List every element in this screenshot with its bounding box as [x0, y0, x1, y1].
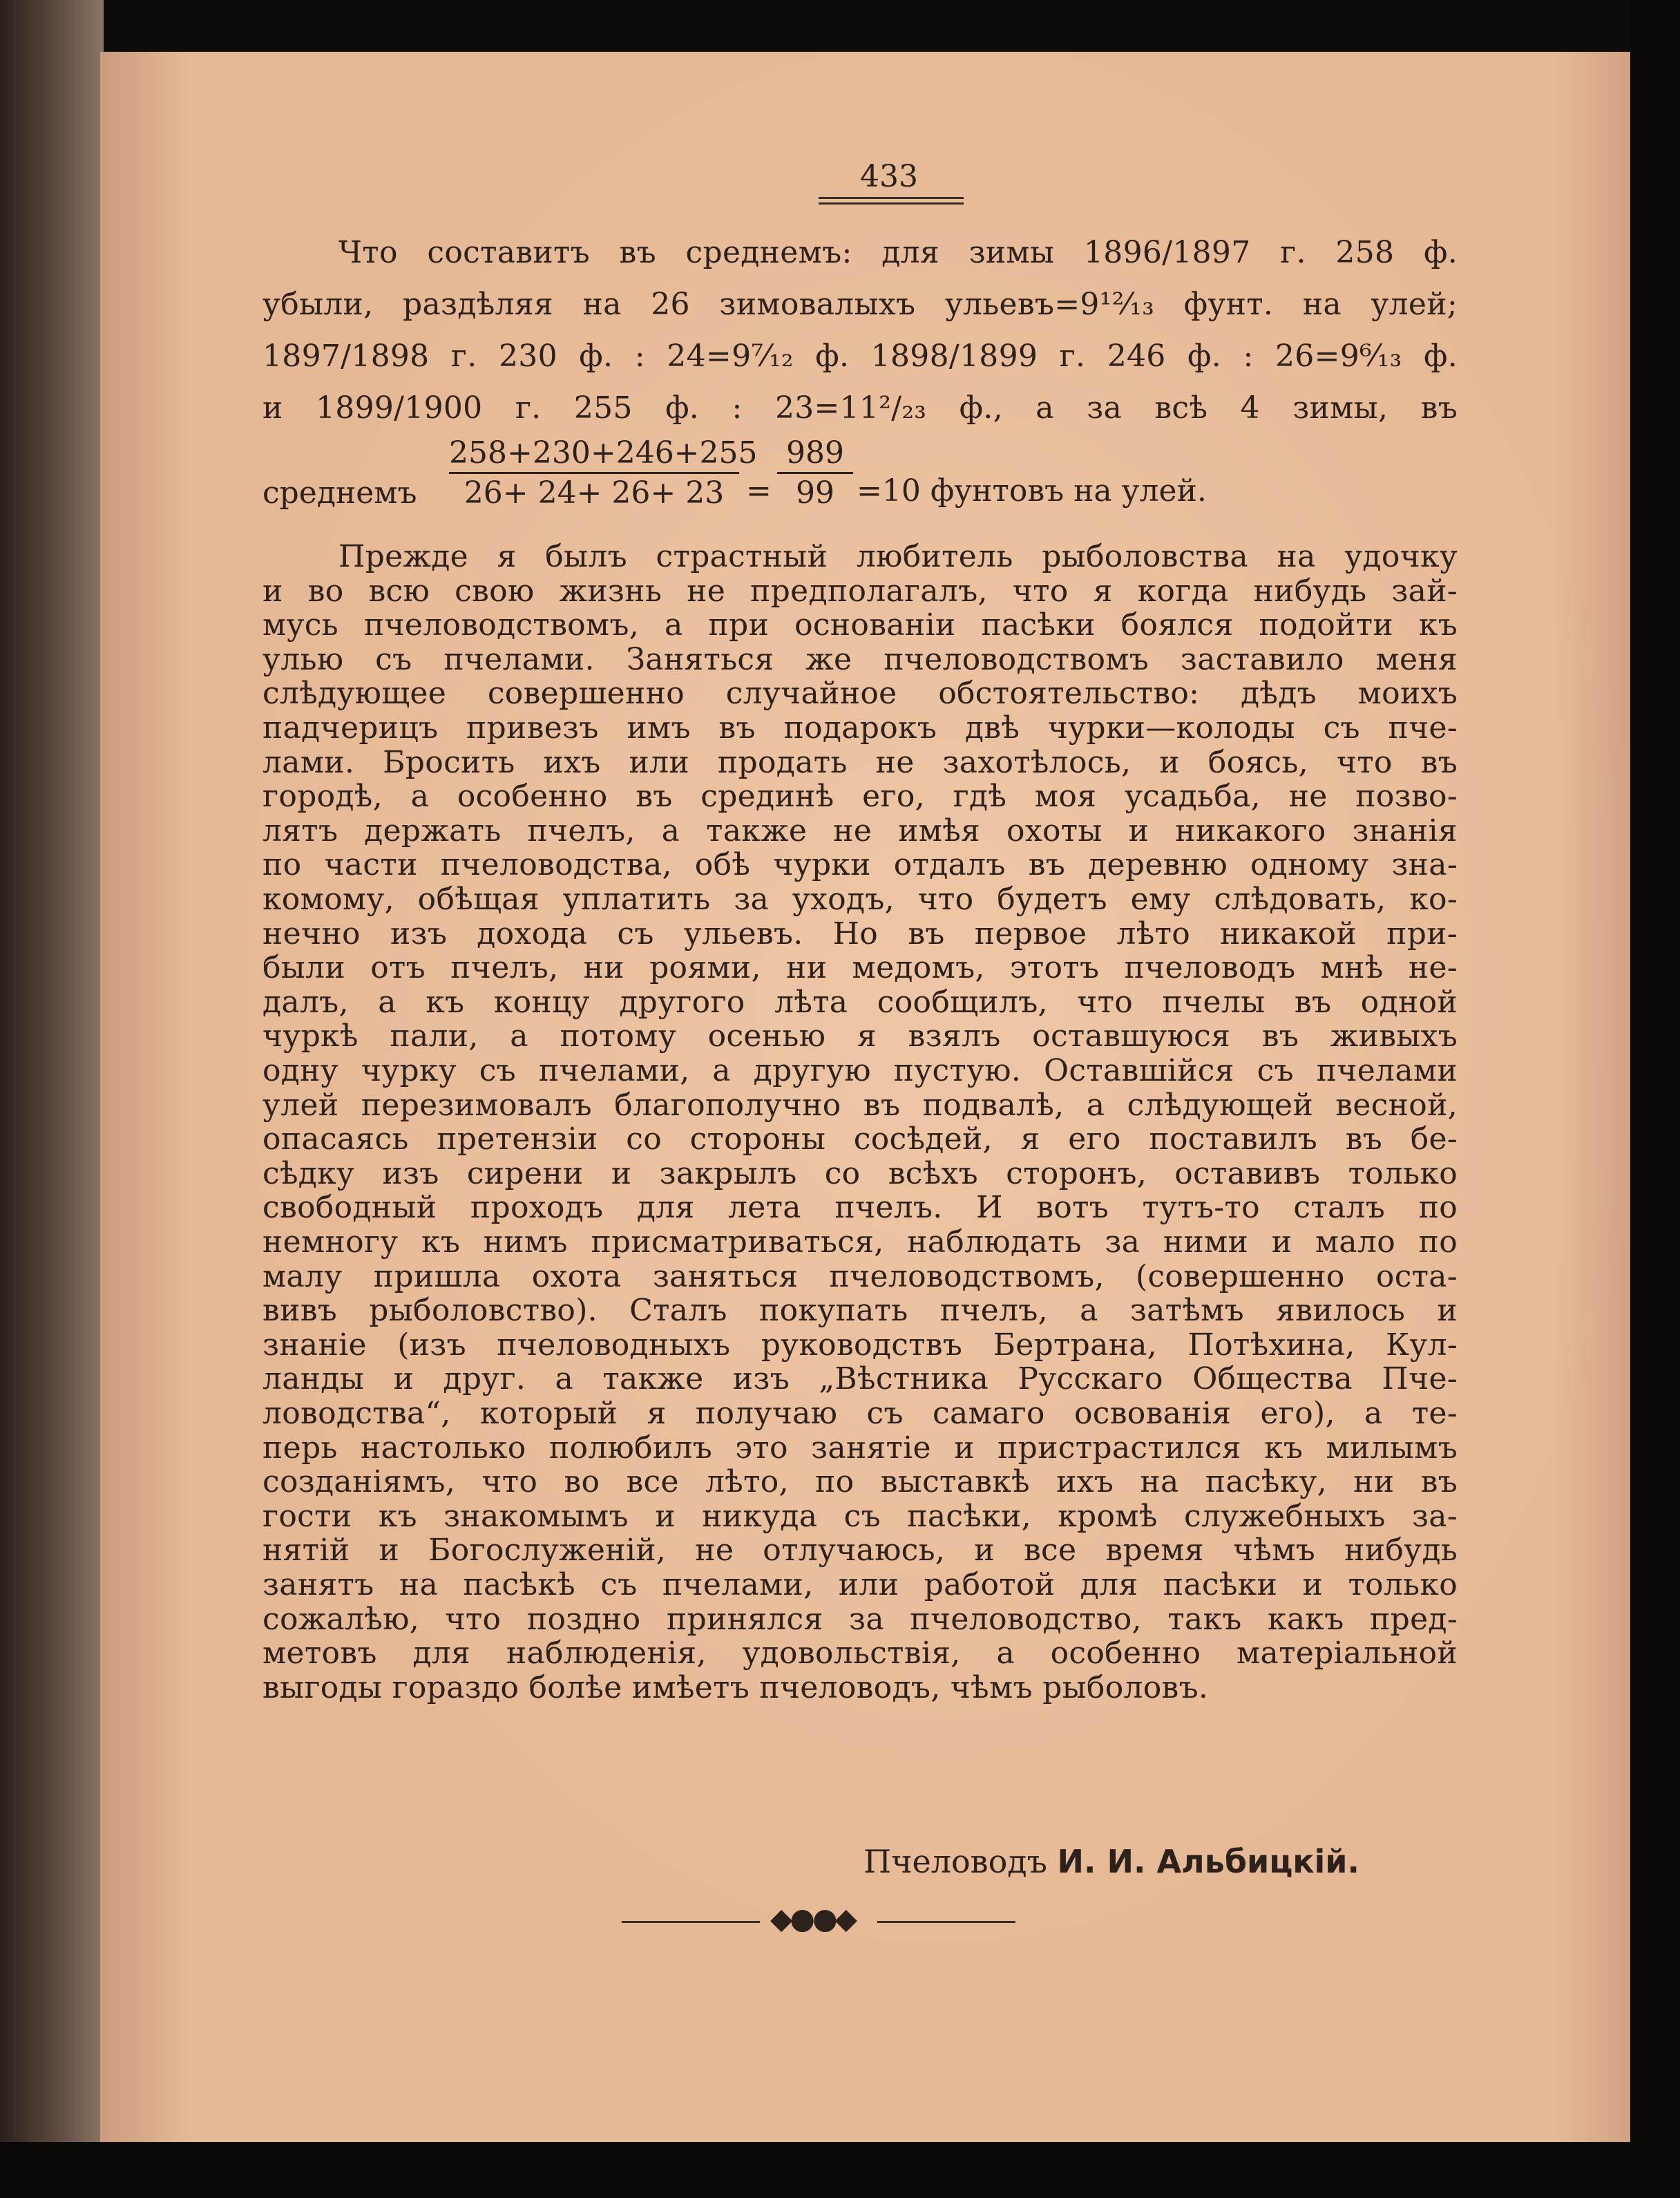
paragraph-line: выгоды гораздо болѣе имѣетъ пчеловодъ, чѣмъ рыболовъ.: [262, 1669, 1209, 1705]
paragraph-line: улью съ пчелами. Заняться же пчеловодствомъ заставило меня: [262, 641, 1458, 677]
paragraph-line: ланды и друг. а также изъ „Вѣстника Русскаго Общества Пче-: [262, 1361, 1458, 1397]
paragraph-line: комому, обѣщая уплатить за уходъ, что будетъ ему слѣдовать, ко-: [262, 882, 1458, 917]
paragraph-line: немногу къ нимъ присматриваться, наблюдать за ними и мало по: [262, 1224, 1458, 1260]
page-number-rule-bottom: [819, 202, 964, 205]
paragraph-line: созданіямъ, что во все лѣто, по выставкѣ ихъ на пасѣку, ни въ: [262, 1464, 1458, 1500]
paragraph-line: перь настолько полюбилъ это занятіе и пристрастился къ милымъ: [262, 1430, 1458, 1466]
text-line: 1897/1898 г. 230 ф. : 24=9⁷⁄₁₂ ф. 1898/1899 г. 246 ф. : 26=9⁶⁄₁₃ ф.: [262, 339, 1458, 374]
paragraph-line: слѣдующее совершенно случайное обстоятельство: дѣдъ моихъ: [262, 676, 1458, 712]
signature: [863, 1843, 1359, 1880]
paragraph-line: ловодства“, который я получаю съ самаго освованія его), а те-: [262, 1396, 1458, 1431]
text-line: Что составитъ въ среднемъ: для зимы 1896/1897 г. 258 ф.: [338, 235, 1458, 270]
paragraph-line: по части пчеловодства, обѣ чурки отдалъ въ деревню одному зна-: [262, 847, 1458, 883]
ornament-line-right: [877, 1921, 1015, 1923]
book-page: [100, 52, 1630, 2142]
paragraph-line: и во всю свою жизнь не предполагалъ, что я когда нибудь зай-: [262, 573, 1458, 609]
text-line: и 1899/1900 г. 255 ф. : 23=11²/₂₃ ф., а за всѣ 4 зимы, въ: [262, 390, 1458, 426]
page-number-rule-top: [819, 197, 964, 199]
paragraph-line: опасаясь претензіи со стороны сосѣдей, я его поставилъ въ бе-: [262, 1121, 1458, 1157]
paragraph-line: свободный проходъ для лета пчелъ. И вотъ тутъ-то сталъ по: [262, 1190, 1458, 1226]
paragraph-line: лятъ держать пчелъ, а также не имѣя охоты и никакого знанія: [262, 813, 1458, 849]
formula-fraction-sum: [449, 435, 758, 511]
paragraph-line: падчерицъ привезъ имъ въ подарокъ двѣ чурки—колоды съ пче-: [262, 710, 1458, 746]
text-line: убыли, раздѣляя на 26 зимовалыхъ ульевъ=9¹²⁄₁₃ фунт. на улей;: [262, 287, 1458, 322]
formula-numerator: 258+230+246+255: [449, 435, 758, 471]
paragraph-line: нечно изъ дохода съ ульевъ. Но въ первое лѣто никакой при-: [262, 916, 1458, 951]
scan-background-right: [1630, 0, 1680, 2198]
paragraph-line: знаніе (изъ пчеловодныхъ руководствъ Бертрана, Потѣхина, Кул-: [262, 1327, 1458, 1363]
end-ornament: [622, 1902, 1015, 1935]
paragraph-line: мусь пчеловодствомъ, а при основаніи пасѣки боялся подойти къ: [262, 607, 1458, 643]
formula-label: среднемъ: [262, 475, 417, 511]
paragraph-line: Прежде я былъ страстный любитель рыболовства на удочку: [338, 539, 1458, 574]
signature-prefix: Пчеловодъ: [863, 1843, 1047, 1880]
formula-denominator-total: 99: [796, 475, 834, 511]
paragraph-line: городѣ, а особенно въ срединѣ его, гдѣ моя усадьба, не позво-: [262, 779, 1458, 815]
paragraph-line: метовъ для наблюденія, удовольствія, а особенно матеріальной: [262, 1636, 1458, 1671]
paragraph-line: вивъ рыболовство). Сталъ покупать пчелъ, а затѣмъ явилось и: [262, 1293, 1458, 1329]
paragraph-line: улей перезимовалъ благополучно въ подвалѣ, а слѣдующей весной,: [262, 1087, 1458, 1123]
average-formula: [262, 435, 1458, 539]
paragraph-line: одну чурку съ пчелами, а другую пустую. Оставшійся съ пчелами: [262, 1053, 1458, 1088]
formula-denominator: 26+ 24+ 26+ 23: [464, 475, 725, 511]
ornament-glyphs: ◆●●◆: [770, 1902, 855, 1935]
paragraph-line: гости къ знакомымъ и никуда съ пасѣки, кромѣ служебныхъ за-: [262, 1498, 1458, 1534]
paragraph-line: сожалѣю, что поздно принялся за пчеловодство, такъ какъ пред-: [262, 1601, 1458, 1637]
formula-equals: =: [746, 473, 772, 509]
paragraph-line: сѣдку изъ сирени и закрылъ со всѣхъ сторонъ, оставивъ только: [262, 1155, 1458, 1191]
paragraph-line: малу пришла охота заняться пчеловодствомъ, (совершенно оста-: [262, 1258, 1458, 1294]
book-gutter-shadow: [0, 0, 104, 2198]
paragraph-line: нятій и Богослуженій, не отлучаюсь, и все время чѣмъ нибудь: [262, 1533, 1458, 1569]
paragraph-line: чуркѣ пали, а потому осенью я взялъ оставшуюся въ живыхъ: [262, 1019, 1458, 1054]
formula-result: =10 фунтовъ на улей.: [857, 473, 1207, 509]
signature-name: И. И. Альбицкій.: [1057, 1843, 1359, 1880]
scan-background-bottom: [0, 2142, 1680, 2198]
page-number: 433: [860, 159, 918, 194]
paragraph-line: занятъ на пасѣкѣ съ пчелами, или работой для пасѣки и только: [262, 1567, 1458, 1602]
paragraph-line: далъ, а къ концу другого лѣта сообщилъ, что пчелы въ одной: [262, 984, 1458, 1020]
formula-numerator-total: 989: [786, 435, 844, 471]
ornament-line-left: [622, 1921, 760, 1923]
paragraph-line: лами. Бросить ихъ или продать не захотѣлось, и боясь, что въ: [262, 744, 1458, 780]
paragraph-line: были отъ пчелъ, ни роями, ни медомъ, этотъ пчеловодъ мнѣ не-: [262, 950, 1458, 986]
formula-fraction-total: [777, 435, 853, 511]
